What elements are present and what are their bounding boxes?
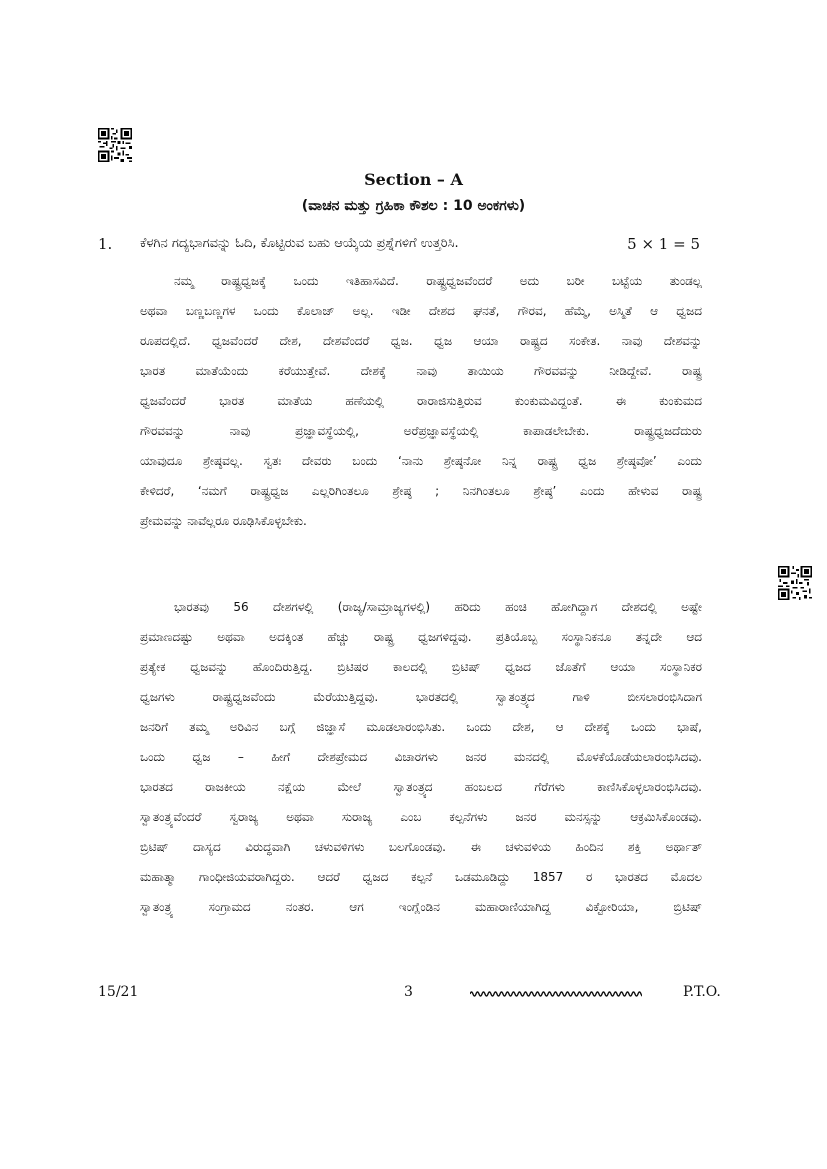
passage-line: ರೂಪದಲ್ಲಿದೆ. ಧ್ವಜವೆಂದರೆ ದೇಶ, ದೇಶವೆಂದರೆ ಧ್ವಜ. ಧ್ವಜ ಆಯಾ ರಾಷ್ಟ್ರದ ಸಂಕೇತ. ನಾವು ದೇಶವನ್ನು (140, 334, 702, 348)
passage-line: ಭಾರತವು 56 ದೇಶಗಳಲ್ಲಿ (ರಾಜ್ಯ/ಸಾಮ್ರಾಜ್ಯಗಳಲ್ಲಿ) ಹರಿದು ಹಂಚಿ ಹೋಗಿದ್ದಾಗ ದೇಶದಲ್ಲಿ ಅಷ್ಟೇ (174, 600, 702, 614)
qr-code-graphic (778, 566, 812, 600)
qr-code-icon (778, 566, 812, 600)
passage-line: ಜನರಿಗೆ ತಮ್ಮ ಅರಿವಿನ ಬಗ್ಗೆ ಜಿಜ್ಞಾಸೆ ಮೂಡಲಾರಂಭಿಸಿತು. ಒಂದು ದೇಶ, ಆ ದೇಶಕ್ಕೆ ಒಂದು ಭಾಷೆ, (140, 720, 702, 734)
passage-line: ಗೌರವವನ್ನು ನಾವು ಪ್ರಜ್ಞಾವಸ್ಥೆಯಲ್ಲಿ, ಅರೆಪ್ರಜ್ಞಾವಸ್ಥೆಯಲ್ಲಿ ಕಾಪಾಡಲೇಬೇಕು. ರಾಷ್ಟ್ರಧ್ವಜದೆದುರು (140, 424, 702, 438)
passage-line: ಅಥವಾ ಬಣ್ಣಬಣ್ಣಗಳ ಒಂದು ಕೊಲಾಜ್ ಅಲ್ಲ. ಇಡೀ ದೇಶದ ಘನತೆ, ಗೌರವ, ಹೆಮ್ಮೆ, ಅಸ್ಮಿತೆ ಆ ಧ್ವಜದ (140, 304, 702, 318)
passage-line: ಸ್ವಾತಂತ್ರ್ಯವೆಂದರೆ ಸ್ವರಾಜ್ಯ ಅಥವಾ ಸುರಾಜ್ಯ ಎಂಬ ಕಲ್ಪನೆಗಳು ಜನರ ಮನಸ್ಸನ್ನು ಆಕ್ರಮಿಸಿಕೊಂಡವು. (140, 810, 702, 824)
question-marks: 5 × 1 = 5 (627, 235, 700, 253)
passage-line: ಧ್ವಜಗಳು ರಾಷ್ಟ್ರಧ್ವಜವೆಂದು ಮೆರೆಯುತ್ತಿದ್ದವು. ಭಾರತದಲ್ಲಿ ಸ್ವಾತಂತ್ರ್ಯದ ಗಾಳಿ ಬೀಸಲಾರಂಭಿಸಿದಾಗ (140, 690, 702, 704)
passage-line: ಬ್ರಿಟಿಷ್ ದಾಸ್ಯದ ವಿರುದ್ಧವಾಗಿ ಚಳುವಳಿಗಳು ಬಲಗೊಂಡವು. ಈ ಚಳುವಳಿಯ ಹಿಂದಿನ ಶಕ್ತಿ ಅರ್ಥಾತ್ (140, 840, 702, 854)
section-subtitle: (ವಾಚನ ಮತ್ತು ಗ್ರಹಿಕಾ ಕೌಶಲ : 10 ಅಂಕಗಳು) (301, 198, 526, 214)
section-title: Section – A (364, 170, 463, 189)
passage-line: ಪ್ರತ್ಯೇಕ ಧ್ವಜವನ್ನು ಹೊಂದಿರುತ್ತಿದ್ದ. ಬ್ರಿಟಿಷರ ಕಾಲದಲ್ಲಿ ಬ್ರಿಟಿಷ್ ಧ್ವಜದ ಜೊತೆಗೆ ಆಯಾ ಸಂಸ್ಥಾನಿಕರ (140, 660, 702, 674)
passage-line: ಕೇಳಿದರೆ, ‘ನಮಗೆ ರಾಷ್ಟ್ರಧ್ವಜ ಎಲ್ಲರಿಗಿಂತಲೂ ಶ್ರೇಷ್ಠ ; ನಿನಗಿಂತಲೂ ಶ್ರೇಷ್ಠ’ ಎಂದು ಹೇಳುವ ರಾಷ್ಟ್ರ (140, 484, 702, 498)
question-number: 1. (98, 235, 113, 253)
passage-line: ನಮ್ಮ ರಾಷ್ಟ್ರಧ್ವಜಕ್ಕೆ ಒಂದು ಇತಿಹಾಸವಿದೆ. ರಾಷ್ಟ್ರಧ್ವಜವೆಂದರೆ ಅದು ಬರೀ ಬಟ್ಟೆಯ ತುಂಡಲ್ಲ (174, 274, 702, 288)
passage-line: ಮಹಾತ್ಮಾ ಗಾಂಧೀಜಿಯವರಾಗಿದ್ದರು. ಆದರೆ ಧ್ವಜದ ಕಲ್ಪನೆ ಒಡಮೂಡಿದ್ದು 1857 ರ ಭಾರತದ ಮೊದಲ (140, 870, 702, 884)
passage-line: ಪ್ರೇಮವನ್ನು ನಾವೆಲ್ಲರೂ ರೂಢಿಸಿಕೊಳ್ಳಬೇಕು. (140, 514, 307, 528)
qr-code-graphic (98, 128, 132, 162)
passage-line: ಸ್ವಾತಂತ್ರ್ಯ ಸಂಗ್ರಾಮದ ನಂತರ. ಆಗ ಇಂಗ್ಲೆಂಡಿನ ಮಹಾರಾಣಿಯಾಗಿದ್ದ ವಿಕ್ಟೋರಿಯಾ, ಬ್ರಿಟಿಷ್ (140, 900, 702, 914)
please-turn-over: P.T.O. (683, 984, 721, 1000)
passage-line: ಭಾರತದ ರಾಜಕೀಯ ನಕ್ಷೆಯ ಮೇಲೆ ಸ್ವಾತಂತ್ರ್ಯದ ಹಂಬಲದ ಗೆರೆಗಳು ಕಾಣಿಸಿಕೊಳ್ಳಲಾರಂಭಿಸಿದವು. (140, 780, 702, 794)
wavy-line-graphic (470, 988, 642, 1000)
passage-paragraph-2 (140, 592, 702, 922)
passage-line: ಭಾರತ ಮಾತೆಯೆಂದು ಕರೆಯುತ್ತೇವೆ. ದೇಶಕ್ಕೆ ನಾವು ತಾಯಿಯ ಗೌರವವನ್ನು ನೀಡಿದ್ದೇವೆ. ರಾಷ್ಟ್ರ (140, 364, 702, 378)
passage-line: ಧ್ವಜವೆಂದರೆ ಭಾರತ ಮಾತೆಯ ಹಣೆಯಲ್ಲಿ ರಾರಾಜಿಸುತ್ತಿರುವ ಕುಂಕುಮವಿದ್ದಂತೆ. ಈ ಕುಂಕುಮದ (140, 394, 702, 408)
page-number: 3 (404, 984, 413, 1000)
passage-paragraph-1 (140, 266, 702, 536)
passage-line: ಯಾವುದೂ ಶ್ರೇಷ್ಠವಲ್ಲ. ಸ್ವತಃ ದೇವರು ಬಂದು ‘ನಾನು ಶ್ರೇಷ್ಠನೋ ನಿನ್ನ ರಾಷ್ಟ್ರ ಧ್ವಜ ಶ್ರೇಷ್ಠವೋ’ ಎಂದು (140, 454, 702, 468)
passage-line: ಒಂದು ಧ್ವಜ – ಹೀಗೆ ದೇಶಪ್ರೇಮದ ವಿಚಾರಗಳು ಜನರ ಮನದಲ್ಲಿ ಮೊಳಕೆಯೊಡೆಯಲಾರಂಭಿಸಿದವು. (140, 750, 702, 764)
paper-code: 15/21 (98, 984, 139, 1000)
passage-line: ಪ್ರಮಾಣದಷ್ಟು ಅಥವಾ ಅದಕ್ಕಿಂತ ಹೆಚ್ಚು ರಾಷ್ಟ್ರ ಧ್ವಜಗಳಿದ್ದವು. ಪ್ರತಿಯೊಬ್ಬ ಸಂಸ್ಥಾನಿಕನೂ ತನ್ನದೇ ಆದ (140, 630, 702, 644)
qr-code-icon (98, 128, 132, 162)
question-instruction: ಕೆಳಗಿನ ಗದ್ಯಭಾಗವನ್ನು ಓದಿ, ಕೊಟ್ಟಿರುವ ಬಹು ಆಯ್ಕೆಯ ಪ್ರಶ್ನೆಗಳಿಗೆ ಉತ್ತರಿಸಿ. (140, 236, 459, 251)
wavy-line (470, 988, 642, 1000)
